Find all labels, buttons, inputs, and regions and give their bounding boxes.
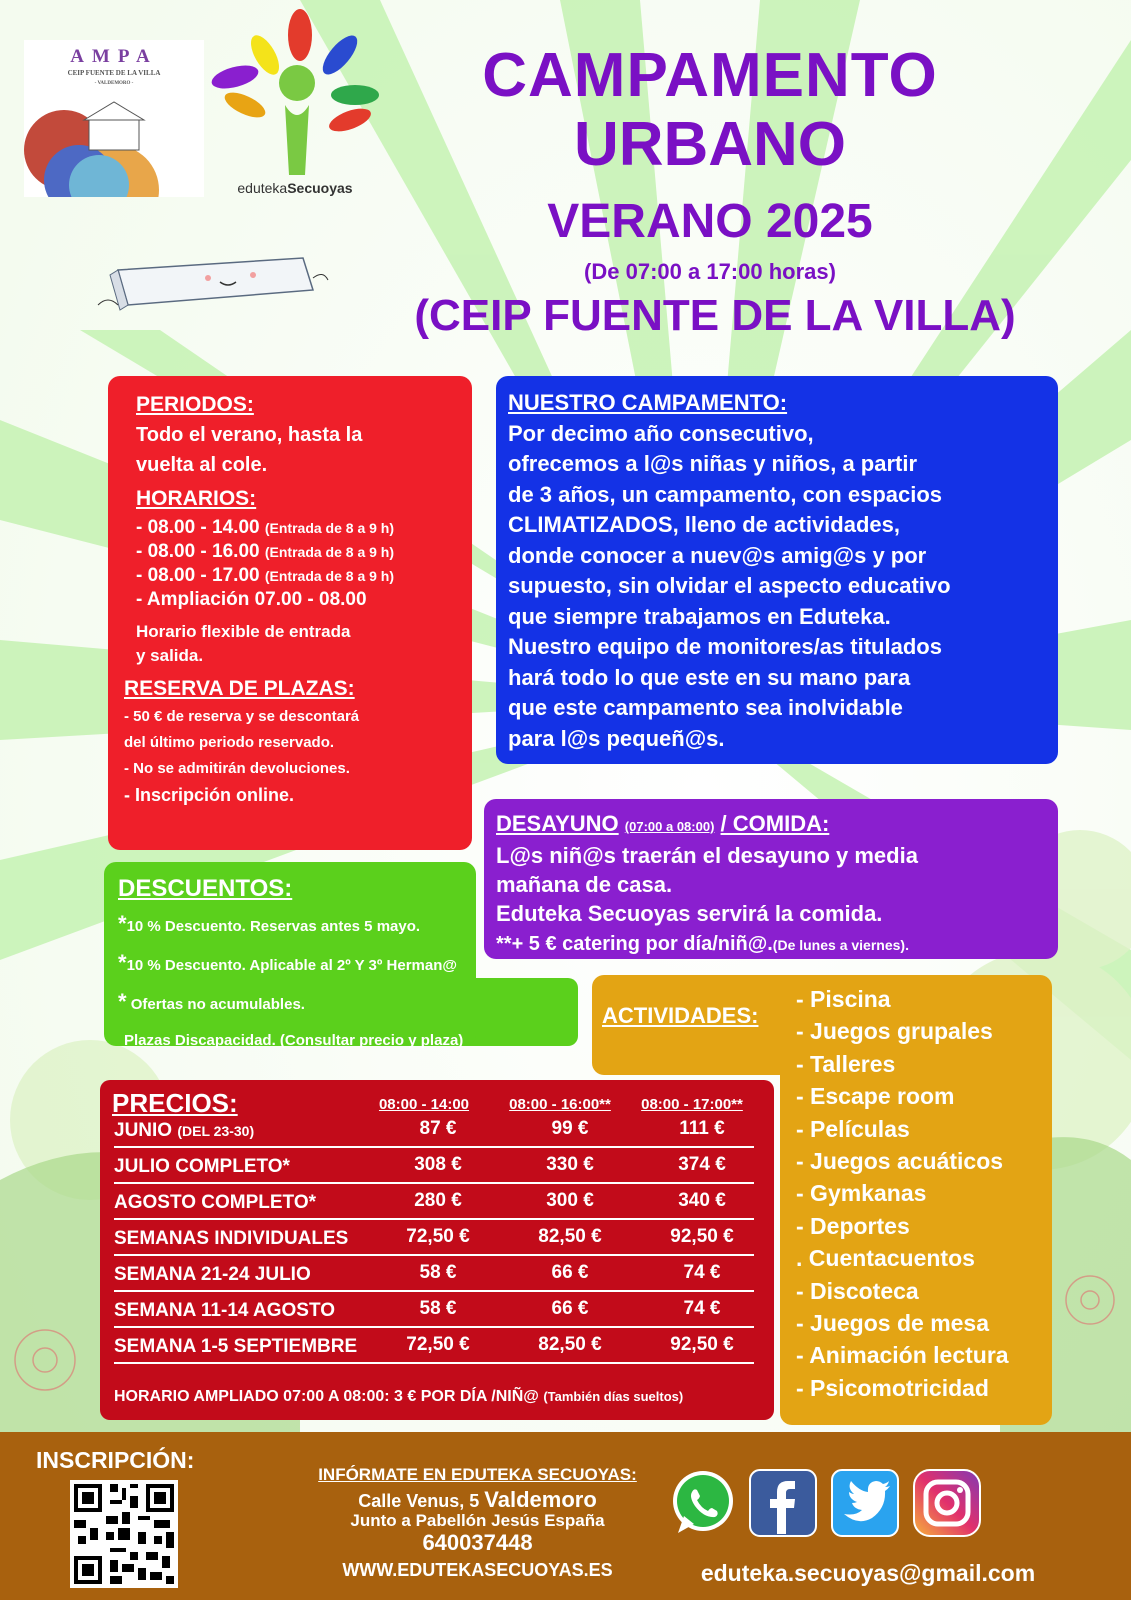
price-row xyxy=(114,1330,754,1364)
price-value: 58 € xyxy=(419,1298,457,1319)
eduteka-logo xyxy=(205,5,385,200)
meals-box xyxy=(484,799,1058,959)
title-hours: (De 07:00 a 17:00 horas) xyxy=(584,259,836,284)
price-value: 74 € xyxy=(683,1298,721,1319)
inscription-heading: INSCRIPCIÓN: xyxy=(36,1447,195,1473)
price-value: 300 € xyxy=(546,1190,594,1211)
price-value: 72,50 € xyxy=(406,1226,470,1247)
periods-text-1: Todo el verano, hasta la xyxy=(136,424,363,446)
price-row-label: SEMANA 1-5 SEPTIEMBRE xyxy=(114,1336,358,1357)
activity-item: - Discoteca xyxy=(796,1277,919,1304)
price-row xyxy=(114,1150,754,1184)
price-value: 92,50 € xyxy=(670,1226,734,1247)
meals-line: Eduteka Secuoyas servirá la comida. xyxy=(496,901,883,926)
title-urban: URBANO xyxy=(573,110,847,179)
ampa-logo-title: AMPA xyxy=(70,46,158,67)
discount-disability: Plazas Discapacidad. (Consultar precio y plaza) xyxy=(124,1032,464,1049)
camp-line: supuesto, sin olvidar el aspecto educativo xyxy=(508,573,951,598)
price-row-label: SEMANAS INDIVIDUALES xyxy=(114,1228,349,1249)
title-school: (CEIP FUENTE DE LA VILLA) xyxy=(414,291,1016,340)
extended-hours-note: HORARIO AMPLIADO 07:00 A 08:00: 3 € POR DÍA /NIÑ@ (También días sueltos) xyxy=(114,1388,684,1405)
price-row-label: SEMANA 11-14 AGOSTO xyxy=(114,1300,336,1321)
price-value: 66 € xyxy=(551,1262,589,1283)
address-line-2: Junto a Pabellón Jesús España xyxy=(350,1511,605,1530)
activity-item: - Juegos de mesa xyxy=(796,1310,990,1337)
activity-item: - Psicomotricidad xyxy=(796,1374,989,1401)
price-column-header: 08:00 - 14:00 xyxy=(378,1096,470,1113)
phone-number[interactable]: 640037448 xyxy=(422,1530,533,1555)
qr-code-icon[interactable] xyxy=(70,1480,178,1588)
camp-line: Nuestro equipo de monitores/as titulados xyxy=(508,634,942,659)
discount-item: *10 % Descuento. Reservas antes 5 mayo. xyxy=(118,911,421,936)
price-row xyxy=(114,1186,754,1220)
info-heading: INFÓRMATE EN EDUTEKA SECUOYAS: xyxy=(318,1465,637,1484)
activity-item: - Talleres xyxy=(796,1050,896,1077)
activity-item: - Películas xyxy=(796,1115,910,1142)
meals-line: **+ 5 € catering por día/niñ@.(De lunes a viernes). xyxy=(496,933,909,955)
flex-text-2: y salida. xyxy=(136,646,204,665)
periods-heading: PERIODOS: xyxy=(136,393,254,416)
price-value: 374 € xyxy=(678,1154,726,1175)
discounts-heading: DESCUENTOS: xyxy=(118,875,293,902)
price-row xyxy=(114,1294,754,1328)
whatsapp-icon[interactable] xyxy=(668,1468,738,1538)
schedule-item: - 08.00 - 16.00 (Entrada de 8 a 9 h) xyxy=(136,541,395,562)
flex-text-1: Horario flexible de entrada xyxy=(136,622,351,641)
camp-line: que siempre trabajamos en Eduteka. xyxy=(508,603,891,629)
reservation-line: - 50 € de reserva y se descontará xyxy=(124,708,360,725)
price-value: 308 € xyxy=(414,1154,462,1175)
meals-line: L@s niñ@s traerán el desayuno y media xyxy=(496,843,918,868)
activity-item: - Deportes xyxy=(796,1212,910,1239)
price-value: 111 € xyxy=(679,1118,725,1139)
schedule-item: - Ampliación 07.00 - 08.00 xyxy=(136,589,367,610)
price-row-label: JUNIO (DEL 23-30) xyxy=(114,1120,255,1141)
schedule-item: - 08.00 - 17.00 (Entrada de 8 a 9 h) xyxy=(136,565,395,586)
price-row xyxy=(114,1222,754,1256)
activity-item: - Piscina xyxy=(796,986,891,1012)
price-value: 82,50 € xyxy=(538,1334,602,1355)
air-conditioner-icon xyxy=(88,250,338,325)
meals-heading: DESAYUNO (07:00 a 08:00) / COMIDA: xyxy=(496,811,830,836)
title-camp: CAMPAMENTO xyxy=(482,41,938,110)
discounts-box xyxy=(104,862,476,1049)
price-row-label: AGOSTO COMPLETO* xyxy=(114,1192,316,1213)
camp-line: hará todo lo que este en su mano para xyxy=(508,664,911,690)
price-row xyxy=(114,1258,754,1292)
eduteka-logo-text: edutekaSecuoyas xyxy=(237,180,353,196)
periods-box xyxy=(108,376,472,850)
price-column-header: 08:00 - 17:00** xyxy=(641,1096,743,1113)
twitter-icon[interactable] xyxy=(830,1468,900,1538)
activity-item: - Animación lectura xyxy=(796,1342,1009,1369)
ampa-logo-town: - VALDEMORO - xyxy=(94,81,134,86)
price-value: 87 € xyxy=(419,1118,457,1139)
price-value: 280 € xyxy=(414,1190,462,1211)
price-value: 99 € xyxy=(551,1118,589,1139)
activities-box xyxy=(780,975,1052,1425)
prices-box xyxy=(100,1080,774,1420)
price-row-label: JULIO COMPLETO* xyxy=(114,1156,290,1177)
prices-heading: PRECIOS: xyxy=(112,1088,238,1118)
address-line: Calle Venus, 5 Valdemoro xyxy=(358,1487,597,1512)
camp-heading: NUESTRO CAMPAMENTO: xyxy=(508,390,788,415)
title-summer: VERANO 2025 xyxy=(547,195,873,248)
activity-item: . Cuentacuentos xyxy=(796,1245,975,1272)
instagram-icon[interactable] xyxy=(912,1468,982,1538)
meals-line: mañana de casa. xyxy=(496,872,673,897)
discounts-box-extension xyxy=(462,978,578,1046)
price-row xyxy=(114,1114,754,1148)
ampa-logo-school: CEIP FUENTE DE LA VILLA xyxy=(67,69,161,77)
price-value: 58 € xyxy=(419,1262,457,1283)
price-value: 92,50 € xyxy=(670,1334,734,1355)
schedule-item: - 08.00 - 14.00 (Entrada de 8 a 9 h) xyxy=(136,517,395,538)
price-value: 74 € xyxy=(683,1262,721,1283)
camp-box xyxy=(496,376,1058,764)
price-value: 340 € xyxy=(678,1190,726,1211)
website-link[interactable]: WWW.EDUTEKASECUOYAS.ES xyxy=(342,1560,613,1580)
reservation-line: del último periodo reservado. xyxy=(124,734,335,751)
discount-item: * Ofertas no acumulables. xyxy=(118,989,305,1014)
camp-line: ofrecemos a l@s niñas y niños, a partir xyxy=(508,451,918,476)
price-value: 330 € xyxy=(546,1154,594,1175)
activities-heading: ACTIVIDADES: xyxy=(602,1003,759,1028)
ampa-logo xyxy=(24,40,204,197)
activity-item: - Juegos acuáticos xyxy=(796,1148,1004,1175)
camp-line: para l@s pequeñ@s. xyxy=(508,725,725,751)
reservation-line: - Inscripción online. xyxy=(124,785,295,805)
facebook-icon[interactable] xyxy=(748,1468,818,1538)
camp-line: de 3 años, un campamento, con espacios xyxy=(508,481,943,507)
price-row-label: SEMANA 21-24 JULIO xyxy=(114,1264,311,1285)
reservation-heading: RESERVA DE PLAZAS: xyxy=(124,677,355,700)
reservation-line: - No se admitirán devoluciones. xyxy=(124,760,350,777)
price-value: 72,50 € xyxy=(406,1334,470,1355)
price-value: 66 € xyxy=(551,1298,589,1319)
discount-item: *10 % Descuento. Aplicable al 2º Y 3º Herman@ xyxy=(118,950,458,975)
camp-line: que este campamento sea inolvidable xyxy=(508,695,903,720)
camp-line: Por decimo año consecutivo, xyxy=(508,420,814,446)
activity-item: - Juegos grupales xyxy=(796,1018,993,1045)
activities-heading-box xyxy=(592,975,792,1075)
camp-line: donde conocer a nuev@s amig@s y por xyxy=(508,542,927,568)
price-column-header: 08:00 - 16:00** xyxy=(509,1096,611,1113)
activity-item: - Escape room xyxy=(796,1083,955,1110)
camp-line: CLIMATIZADOS, lleno de actividades, xyxy=(508,512,900,537)
activity-item: - Gymkanas xyxy=(796,1180,927,1207)
price-value: 82,50 € xyxy=(538,1226,602,1247)
periods-text-2: vuelta al cole. xyxy=(136,454,268,476)
schedule-heading: HORARIOS: xyxy=(136,487,257,510)
email-address[interactable]: eduteka.secuoyas@gmail.com xyxy=(700,1560,1036,1586)
